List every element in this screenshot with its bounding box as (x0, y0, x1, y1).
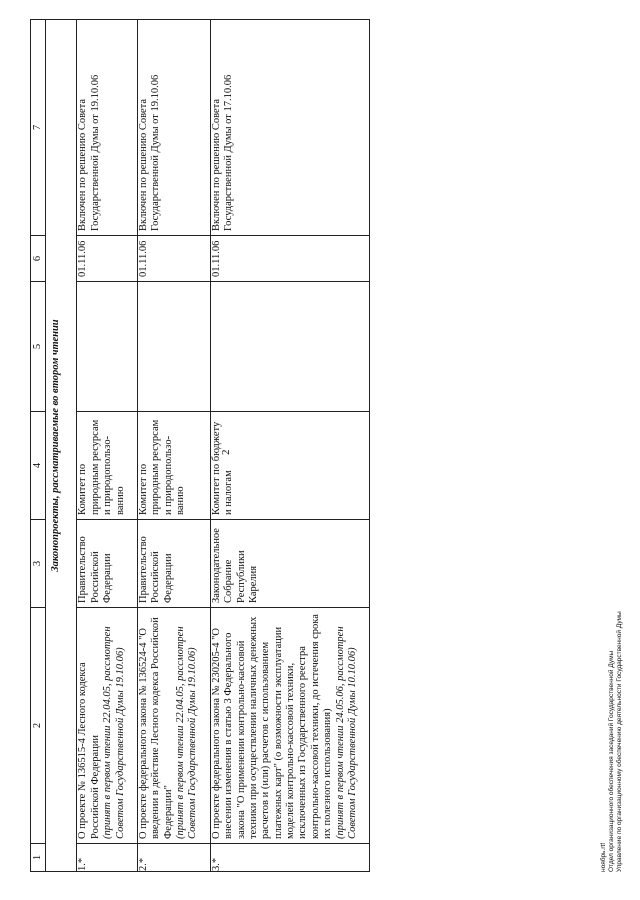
footer-department: Отдел организационного обеспечения заседаний Государственной Думы (608, 650, 616, 872)
column-number: 6 (31, 236, 46, 282)
page-footer (600, 611, 624, 872)
table-row (210, 20, 370, 872)
initiator: Правительство Российской Федерации (77, 520, 138, 608)
column-number: 3 (31, 520, 46, 608)
column-number: 1 (31, 844, 46, 872)
agenda-table (30, 19, 370, 872)
column-number: 5 (31, 282, 46, 412)
table-row (77, 20, 138, 872)
date: 01.11.06 (77, 236, 138, 282)
row-number: 1.* (77, 844, 138, 872)
column-5-cell (210, 282, 370, 412)
footer-directorate: Управление по организационному обеспечению деятельности Государственной Думы (616, 611, 624, 872)
bill-cell (210, 608, 370, 844)
row-number: 3.* (210, 844, 370, 872)
committee: Комитет по природным ресурсам и природопользо-ванию (137, 412, 210, 520)
bill-note: (принят в первом чтении 22.04.05, рассмотрен Советом Государственной Думы 19.10.06) (175, 626, 199, 839)
date: 01.11.06 (137, 236, 210, 282)
status: Включен по решению Совета Государственной Думы от 17.10.06 (210, 20, 370, 236)
column-number-row (31, 20, 46, 872)
date: 01.11.06 (210, 236, 370, 282)
committee: Комитет по бюджету и налогам (210, 412, 370, 520)
row-number: 2.* (137, 844, 210, 872)
committee: Комитет по природным ресурсам и природопользо-ванию (77, 412, 138, 520)
bill-note: (принят в первом чтении 22.04.05, рассмотрен Советом Государственной Думы 19.10.06) (102, 626, 126, 839)
section-title: Законопроекты, рассматриваемые во втором чтении (46, 20, 77, 872)
page-number: 2 (220, 449, 232, 455)
column-number: 7 (31, 20, 46, 236)
bill-note: (принят в первом чтении 24.05.06, рассмотрен Советом Государственной Думы 10.10.06) (334, 626, 358, 839)
initiator: Правительство Российской Федерации (137, 520, 210, 608)
bill-cell (77, 608, 138, 844)
column-5-cell (137, 282, 210, 412)
column-number: 4 (31, 412, 46, 520)
column-5-cell (77, 282, 138, 412)
bill-title: О проекте федерального закона № 136524-4 "О введении в действие Лесного кодекса Российской Федерации" (137, 617, 174, 839)
bill-cell (137, 608, 210, 844)
initiator: Законодательное Собрание Республики Карелия (210, 520, 370, 608)
table-row (137, 20, 210, 872)
bill-title: О проекте № 136515-4 Лесного кодекса Российской Федерации (77, 662, 101, 839)
column-number: 2 (31, 608, 46, 844)
status: Включен по решению Совета Государственной Думы от 19.10.06 (137, 20, 210, 236)
status: Включен по решению Совета Государственной Думы от 19.10.06 (77, 20, 138, 236)
bill-title: О проекте федерального закона № 230205-4 "О внесении изменения в статью 3 Федерального закона "О применении контрольно-кассовой техники при осуществлении наличных денежных расчетов и (или) расчетов с использованием платежных карт" (о возможности эксплуатации моделей контрольно-кассовой техники, исключенных из Государственного реестра контрольно-кассовой техники, до истечения срока их полезного использования) (210, 614, 334, 839)
footer-filename: ноябрь.rtf (600, 842, 607, 872)
section-row (46, 20, 77, 872)
